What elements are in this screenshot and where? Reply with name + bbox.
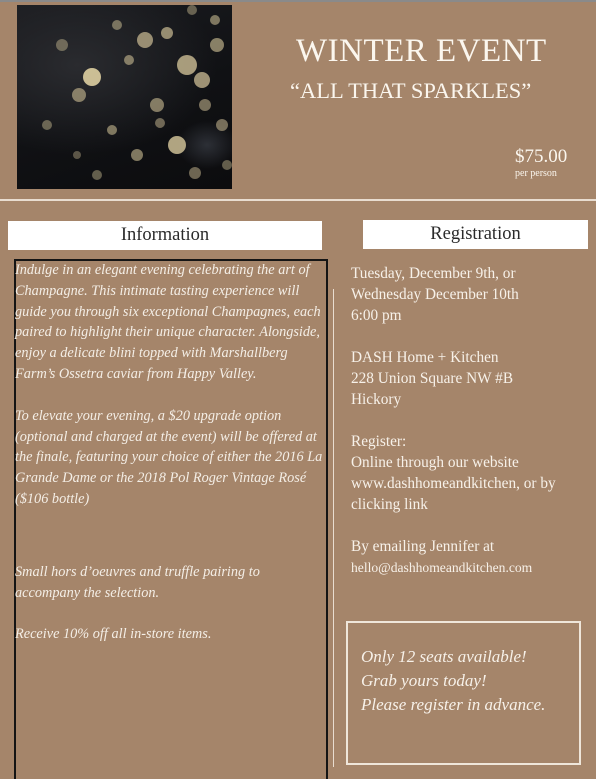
register-online: Online through our website — [351, 454, 519, 471]
bokeh-light — [194, 72, 210, 88]
bokeh-light — [168, 136, 186, 154]
venue-address: 228 Union Square NW #B — [351, 370, 514, 387]
email-address[interactable]: hello@dashhomeandkitchen.com — [351, 560, 533, 575]
info-paragraph-intro: Indulge in an elegant evening celebrating the art of Champagne. This intimate tasting experience will guide you through six exceptional Champagnes, each paired to highlight their unique character. Alongside, enjoy a delicate blini topped with Marshallberg Farm’s Ossetra caviar from Happy Valley. — [15, 262, 321, 382]
info-paragraph-upgrade: To elevate your evening, a $20 upgrade option (optional and charged at the event) will be offered at the finale, featuring your choice of either the 2016 La Grande Dame or the 2018 Pol Roger Vintage Rosé ($106 bottle) — [15, 407, 323, 507]
bokeh-light — [124, 55, 134, 65]
information-header: Information — [8, 221, 322, 250]
column-divider — [333, 289, 334, 767]
bokeh-light — [222, 160, 232, 170]
register-label: Register: — [351, 433, 407, 450]
bokeh-light — [112, 20, 122, 30]
bokeh-light — [137, 32, 153, 48]
section-divider — [0, 199, 596, 201]
bokeh-light — [73, 151, 81, 159]
bokeh-light — [161, 27, 173, 39]
seats-line-3: Please register in advance. — [361, 695, 546, 714]
email-label: By emailing Jennifer at — [351, 538, 495, 555]
bokeh-light — [177, 55, 197, 75]
price-note: per person — [515, 168, 557, 179]
bokeh-light — [92, 170, 102, 180]
registration-details — [351, 263, 591, 578]
bokeh-light — [72, 88, 86, 102]
bokeh-light — [210, 15, 220, 25]
date-line-2: Wednesday December 10th — [351, 286, 519, 303]
seats-line-2: Grab yours today! — [361, 671, 487, 690]
venue-name: DASH Home + Kitchen — [351, 349, 499, 366]
bokeh-light — [131, 149, 143, 161]
bokeh-light — [56, 39, 68, 51]
bokeh-light — [155, 118, 165, 128]
info-paragraph-discount: Receive 10% off all in-store items. — [15, 626, 212, 643]
venue-city: Hickory — [351, 391, 402, 408]
date-line-1: Tuesday, December 9th, or — [351, 265, 516, 282]
bokeh-light — [107, 125, 117, 135]
event-title: WINTER EVENT — [296, 33, 547, 69]
bokeh-light — [216, 119, 228, 131]
info-paragraph-hors-doeuvres: Small hors d’oeuvres and truffle pairing to accompany the selection. — [15, 563, 260, 601]
top-border — [0, 0, 596, 2]
information-text — [15, 260, 327, 645]
register-website[interactable]: www.dashhomeandkitchen, or by — [351, 475, 556, 492]
bokeh-lights-photo — [17, 5, 232, 189]
bokeh-svg — [17, 5, 232, 189]
event-subtitle: “ALL THAT SPARKLES” — [290, 78, 532, 103]
bokeh-light — [187, 5, 197, 15]
registration-header: Registration — [363, 220, 588, 249]
bokeh-light — [83, 68, 101, 86]
bokeh-light — [42, 120, 52, 130]
time-line: 6:00 pm — [351, 307, 402, 324]
bokeh-light — [150, 98, 164, 112]
seats-line-1: Only 12 seats available! — [361, 647, 527, 666]
seats-callout-text — [361, 645, 576, 717]
bokeh-light — [210, 38, 224, 52]
bokeh-light — [189, 167, 201, 179]
bokeh-light — [199, 99, 211, 111]
register-link[interactable]: clicking link — [351, 496, 428, 513]
event-price: $75.00 — [515, 146, 568, 167]
